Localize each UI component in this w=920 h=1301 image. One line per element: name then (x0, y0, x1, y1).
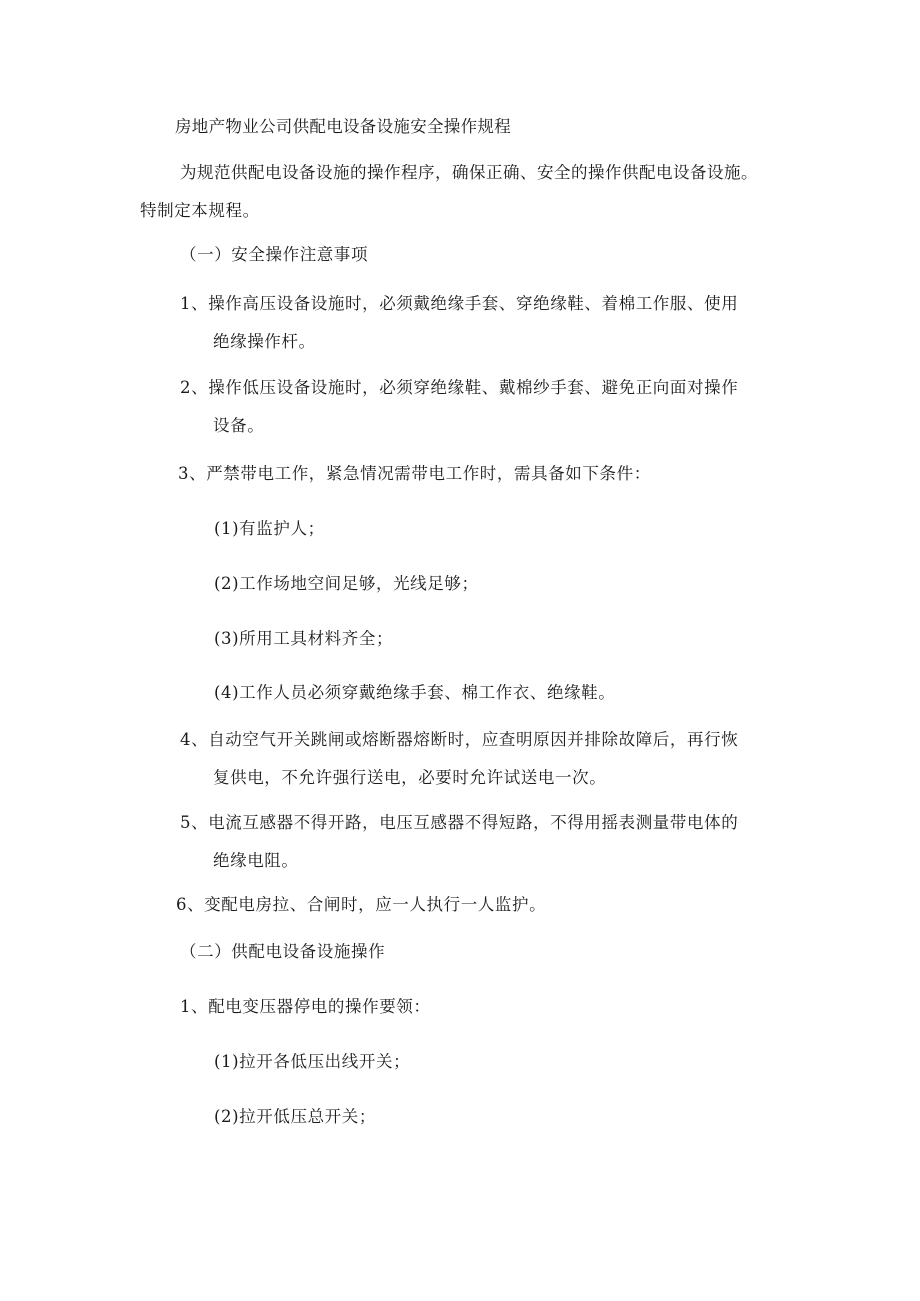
operation-item-1: 1、配电变压器停电的操作要领： (180, 997, 431, 1016)
safety-item-1-line-1: 1、操作高压设备设施时，必须戴绝缘手套、穿绝缘鞋、着棉工作服、使用 (180, 294, 739, 313)
safety-item-6: 6、变配电房拉、合闸时，应一人执行一人监护。 (176, 895, 547, 914)
safety-item-5-line-1: 5、电流互感器不得开路，电压互感器不得短路，不得用摇表测量带电体的 (180, 813, 739, 832)
safety-item-3: 3、严禁带电工作，紧急情况需带电工作时，需具备如下条件： (178, 464, 651, 483)
safety-item-2-line-1: 2、操作低压设备设施时，必须穿绝缘鞋、戴棉纱手套、避免正向面对操作 (180, 378, 739, 397)
safety-item-3-condition-4: (4)工作人员必须穿戴绝缘手套、棉工作衣、绝缘鞋。 (214, 683, 616, 702)
safety-item-5-line-2: 绝缘电阻。 (213, 851, 299, 870)
operation-item-1-step-1: (1)拉开各低压出线开关； (214, 1052, 411, 1071)
section-heading-safety: （一）安全操作注意事项 (180, 245, 369, 264)
safety-item-1-line-2: 绝缘操作杆。 (213, 332, 316, 351)
safety-item-3-condition-3: (3)所用工具材料齐全； (214, 629, 394, 648)
safety-item-3-condition-1: (1)有监护人； (214, 519, 325, 538)
section-heading-operation: （二）供配电设备设施操作 (180, 942, 386, 961)
intro-paragraph-line-1: 为规范供配电设备设施的操作程序，确保正确、安全的操作供配电设备设施。 (180, 163, 758, 182)
intro-paragraph-line-2: 特制定本规程。 (140, 201, 260, 220)
safety-item-4-line-1: 4、自动空气开关跳闸或熔断器熔断时，应查明原因并排除故障后，再行恢 (180, 730, 739, 749)
safety-item-4-line-2: 复供电，不允许强行送电，必要时允许试送电一次。 (213, 768, 607, 787)
operation-item-1-step-2: (2)拉开低压总开关； (214, 1107, 376, 1126)
safety-item-2-line-2: 设备。 (213, 416, 265, 435)
safety-item-3-condition-2: (2)工作场地空间足够，光线足够； (214, 574, 479, 593)
document-title: 房地产物业公司供配电设备设施安全操作规程 (175, 117, 511, 136)
